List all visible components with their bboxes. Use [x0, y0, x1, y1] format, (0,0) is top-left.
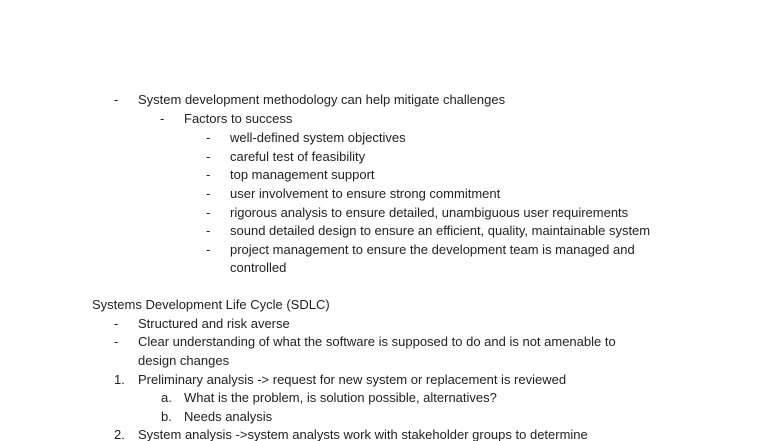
- bullet-marker: -: [206, 223, 211, 238]
- factor-item: user involvement to ensure strong commitment: [230, 186, 501, 201]
- factor-item: rigorous analysis to ensure detailed, unambiguous user requirements: [230, 205, 629, 220]
- sdlc-heading: Systems Development Life Cycle (SDLC): [92, 297, 330, 312]
- bullet-marker: -: [206, 130, 211, 145]
- sdlc-bullet-continuation: design changes: [138, 353, 230, 368]
- substep-text: Needs analysis: [184, 409, 273, 424]
- step-marker: 2.: [114, 427, 125, 441]
- step-text: System analysis ->system analysts work with stakeholder groups to determine: [138, 427, 588, 441]
- substep-marker: a.: [161, 390, 172, 405]
- factor-item: well-defined system objectives: [230, 130, 406, 145]
- factor-item: project management to ensure the development team is managed and: [230, 242, 635, 257]
- bullet-marker: -: [114, 334, 119, 349]
- factor-item: sound detailed design to ensure an efficient, quality, maintainable system: [230, 223, 651, 238]
- factor-item: top management support: [230, 167, 375, 182]
- bullet-marker: -: [206, 186, 211, 201]
- bullet-marker: -: [160, 111, 165, 126]
- sdlc-bullet: Clear understanding of what the software is supposed to do and is not amenable to: [138, 334, 616, 349]
- factor-item: careful test of feasibility: [230, 149, 366, 164]
- sdlc-bullet: Structured and risk averse: [138, 316, 290, 331]
- bullet-marker: -: [206, 205, 211, 220]
- methodology-item: System development methodology can help mitigate challenges: [138, 92, 506, 107]
- bullet-marker: -: [206, 149, 211, 164]
- bullet-marker: -: [114, 92, 119, 107]
- substep-marker: b.: [161, 409, 172, 424]
- bullet-marker: -: [206, 242, 211, 257]
- step-text: Preliminary analysis -> request for new system or replacement is reviewed: [138, 372, 567, 387]
- bullet-marker: -: [206, 167, 211, 182]
- substep-text: What is the problem, is solution possible, alternatives?: [184, 390, 497, 405]
- factors-heading: Factors to success: [184, 111, 293, 126]
- step-marker: 1.: [114, 372, 125, 387]
- factor-item-continuation: controlled: [230, 260, 287, 275]
- bullet-marker: -: [114, 316, 119, 331]
